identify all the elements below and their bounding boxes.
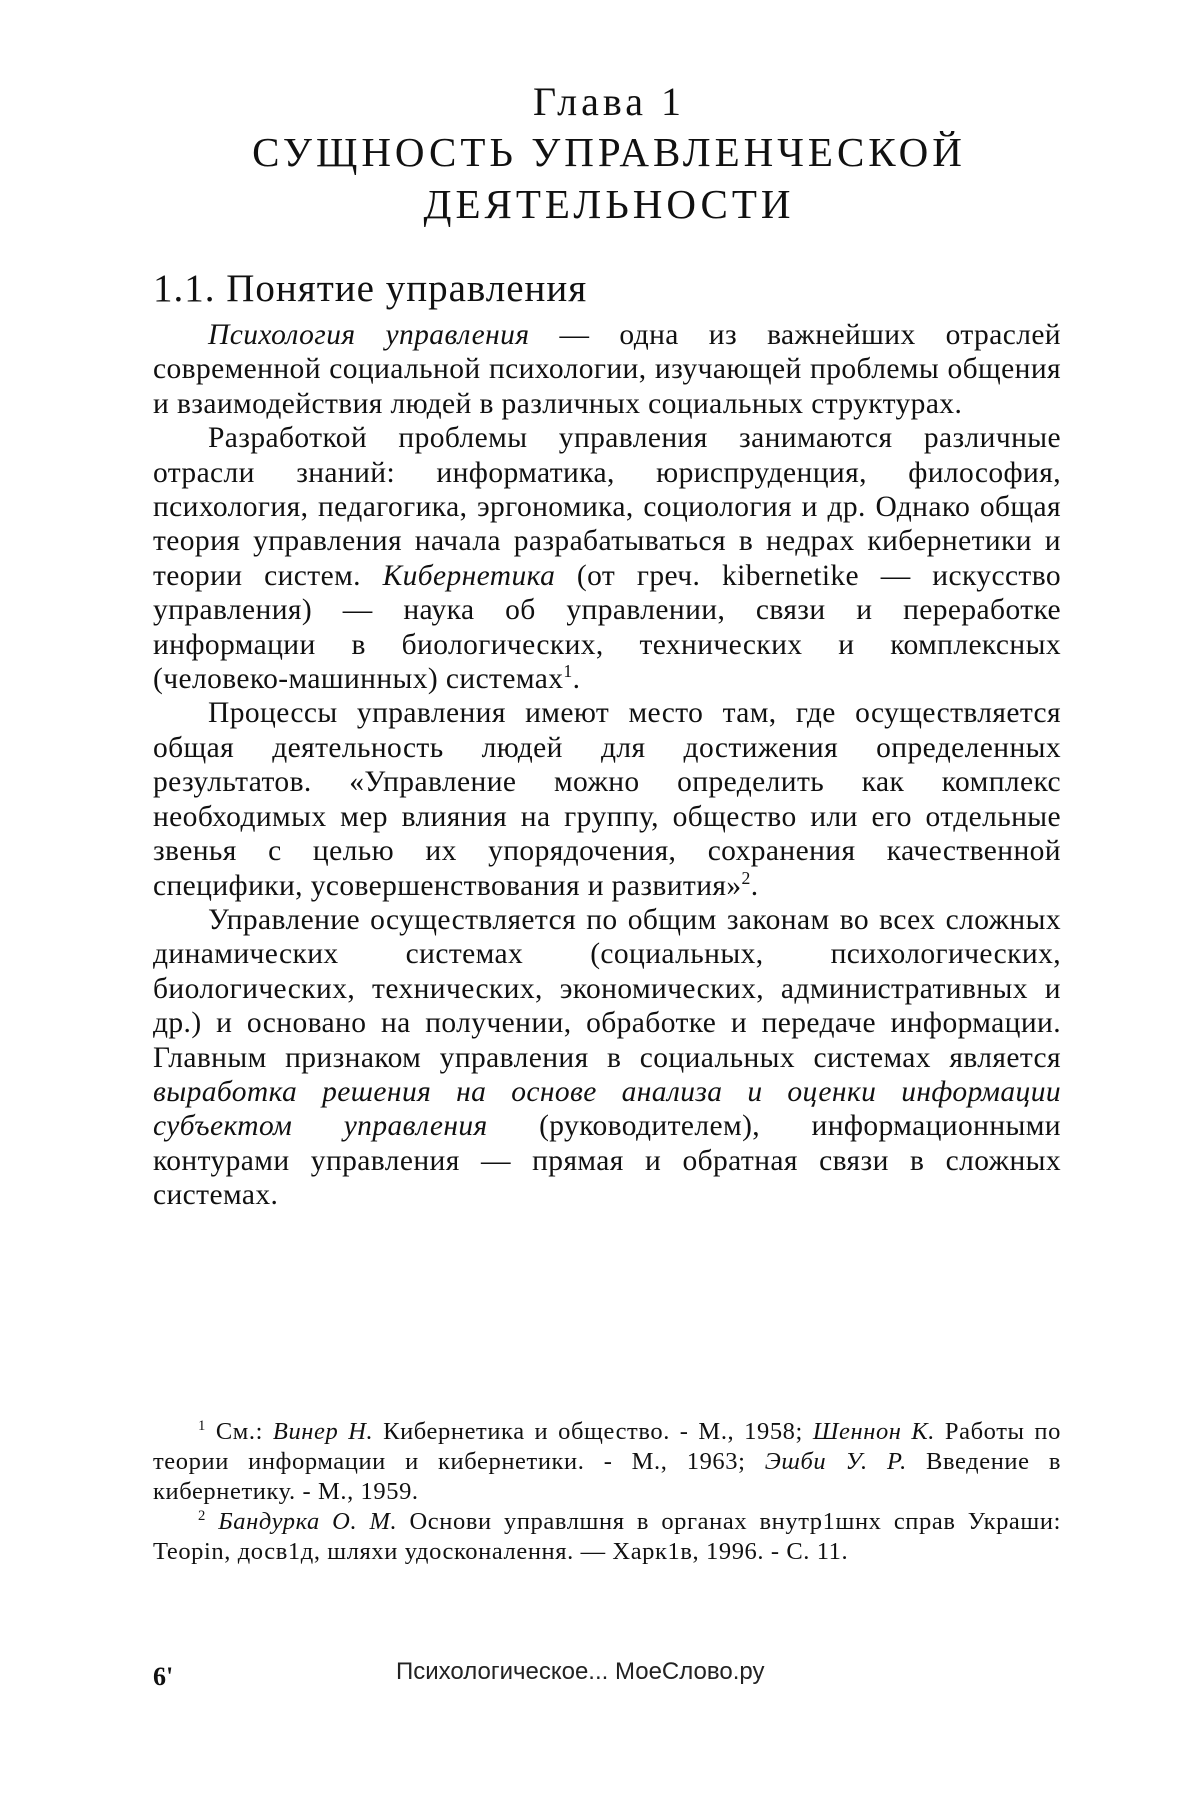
paragraph-4-text-a: Управление осуществляется по общим законам во всех сложных динамических системах (социальных, психологических, биологических, технических, экономических, административных и др.) и основано на получении, обработке и передаче информации. Главным признаком управления в социальных системах является xyxy=(153,903,1061,1074)
footnote-2-author: Бандурка О. М. xyxy=(218,1508,398,1535)
chapter-title-line-1: СУЩНОСТЬ УПРАВЛЕНЧЕСКОЙ xyxy=(252,129,966,175)
footnote-ref-1[interactable]: 1 xyxy=(563,661,573,682)
page-number: 6' xyxy=(153,1662,174,1691)
footnote-1-author-3: Эшби У. Р. xyxy=(764,1448,907,1475)
footnote-2 xyxy=(153,1507,1061,1567)
chapter-header xyxy=(0,78,1200,230)
paragraph-1-text: — одна из важнейших отраслей современной социальной психологии, изучающей проблемы общения и взаимодействия людей в различных социальных структурах. xyxy=(153,319,1061,420)
footnotes xyxy=(153,1417,1061,1567)
term-cybernetics: Кибернетика xyxy=(382,559,556,592)
section-heading: 1.1. Понятие управления xyxy=(153,267,588,310)
term-psychology-of-management: Психология управления xyxy=(208,319,530,351)
paragraph-2-end: . xyxy=(572,663,581,696)
footnote-1-number: 1 xyxy=(198,1417,206,1434)
paragraph-2-text-a: Разработкой проблемы управления занимаются различные отрасли знаний: информатика, юриспруденция, философия, психология, педагогика, эргономика, социология и др. Однако общая теория управления начала разрабатываться в недрах кибернетики и теории систем. xyxy=(153,422,1061,592)
paragraph-4-text-b: (руководителем), информационными контурами управления — прямая и обратная связи в сложных системах. xyxy=(153,1110,1061,1212)
chapter-title-line-2: ДЕЯТЕЛЬНОСТИ xyxy=(423,181,795,227)
footnote-1-work-2: Работы по теории информации и кибернетики. - М., 1963; xyxy=(153,1418,1061,1475)
paragraph-3-end: . xyxy=(750,869,759,902)
footnote-1-work-3: Введение в кибернетику. - М., 1959. xyxy=(153,1448,1061,1505)
paragraph-3-text: Процессы управления имеют место там, где осуществляется общая деятельность людей для достижения определенных результатов. «Управление можно определить как комплекс необходимых мер влияния на группу, общество или его отдельные звенья с целью их упорядочения, сохранения качественной специфики, усовершенствования и развития» xyxy=(153,697,1061,902)
footnote-1 xyxy=(153,1417,1061,1507)
footnote-ref-2[interactable]: 2 xyxy=(741,867,751,888)
footnote-1-prefix: См.: xyxy=(205,1418,273,1445)
term-decision-making: выработка решения на основе анализа и оценки информации субъектом управления xyxy=(153,1075,1061,1143)
site-watermark: Психологическое... МоеСлово.ру xyxy=(396,1658,765,1685)
paragraph-1 xyxy=(153,318,1061,421)
paragraph-4 xyxy=(153,903,1061,1213)
chapter-label: Глава 1 xyxy=(533,79,685,124)
footnote-2-number: 2 xyxy=(198,1507,206,1524)
paragraph-3 xyxy=(153,696,1061,902)
footnote-1-work-1: Кибернетика и общество. - М., 1958; xyxy=(373,1418,813,1445)
footnote-2-text: Основи управлшня в органах внутр1шнх справ Украши: Teopin, досв1д, шляхи удосконалення. — Харк1в, 1996. - С. 11. xyxy=(153,1508,1061,1565)
page-footer xyxy=(153,1658,1061,1694)
footnote-1-author-2: Шеннон К. xyxy=(812,1418,936,1445)
body-text xyxy=(153,318,1061,1213)
paragraph-2-text-b: (от греч. kibernetike — искусство управления) — наука об управлении, связи и переработке информации в биологических, технических и комплексных (человеко-машинных) системах xyxy=(153,559,1062,696)
paragraph-2 xyxy=(153,421,1061,696)
footnote-1-author-1: Винер Н. xyxy=(272,1418,374,1445)
